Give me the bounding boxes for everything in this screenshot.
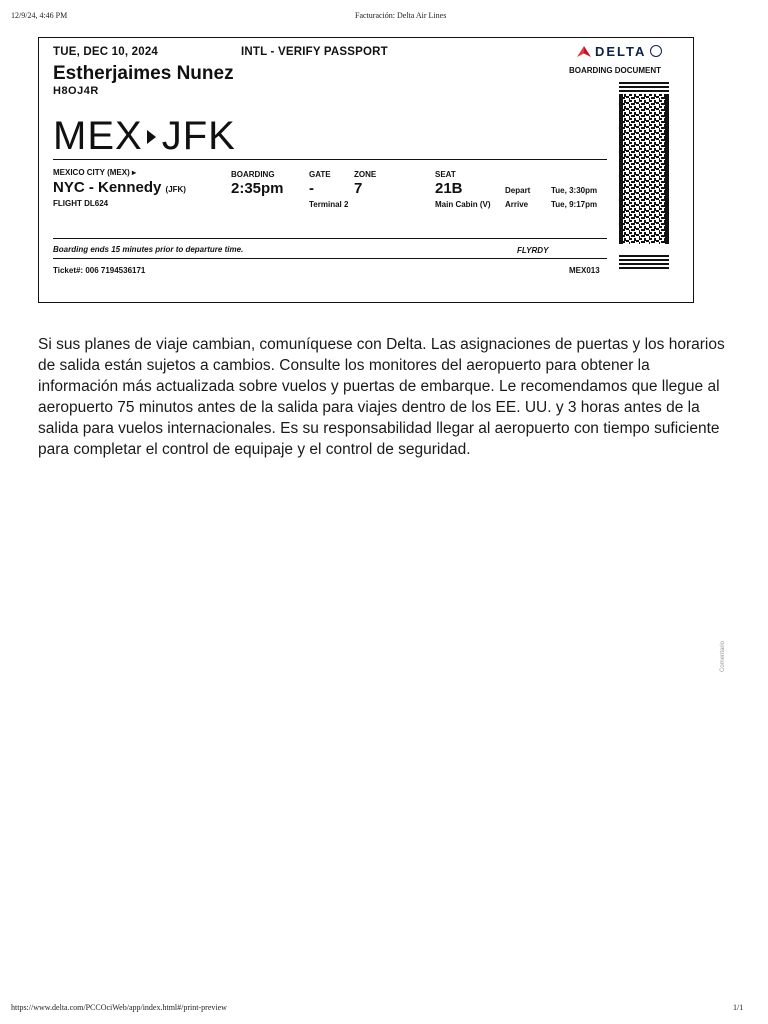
origin-city: MEXICO CITY (MEX) ▸ — [53, 168, 136, 177]
barcode-pattern — [619, 94, 669, 244]
boarding-note: Boarding ends 15 minutes prior to departure time. — [53, 245, 244, 254]
zone-label: ZONE — [354, 170, 377, 179]
barcode-stripe — [619, 90, 669, 92]
status-code: FLYRDY — [517, 246, 549, 255]
barcode-stripe — [619, 263, 669, 265]
destination-city-code: (JFK) — [165, 185, 186, 194]
destination-code: JFK — [161, 114, 236, 158]
seat-label: SEAT — [435, 170, 456, 179]
intl-notice: INTL - VERIFY PASSPORT — [241, 46, 388, 58]
terminal: Terminal 2 — [309, 200, 349, 209]
boarding-label: BOARDING — [231, 170, 275, 179]
boarding-time: 2:35pm — [231, 180, 284, 197]
delta-widget-icon — [577, 46, 591, 57]
barcode-stripe — [619, 86, 669, 88]
barcode-stripe — [619, 267, 669, 269]
passenger-name: Estherjaimes Nunez — [53, 63, 234, 84]
boarding-pass — [38, 37, 694, 303]
route-arrow-icon — [147, 130, 156, 144]
divider — [53, 159, 607, 160]
barcode-image — [619, 82, 669, 300]
travel-info-paragraph: Si sus planes de viaje cambian, comuníquese con Delta. Las asignaciones de puertas y los horarios de salida están sujetos a cambios. Consulte los monitores del aeropuerto para obtener la información más actualizada sobre vuelos y puertas de embarque. Le recomendamos que llegue al aeropuerto 75 minutos antes de la salida para viajes dentro de los EE. UU. y 3 horas antes de la salida para vuelos internacionales. Es su responsabilidad llegar al aeropuerto con tiempo suficiente para completar el control de equipaje y el control de seguridad. — [38, 336, 725, 458]
divider — [53, 238, 607, 239]
document-type: BOARDING DOCUMENT — [569, 66, 661, 75]
airline-name: DELTA — [595, 43, 647, 59]
seat-value: 21B — [435, 180, 463, 197]
barcode-stripe — [619, 82, 669, 84]
side-comment-label: Comentario — [720, 640, 726, 672]
print-header-title: Facturación: Delta Air Lines — [355, 11, 447, 20]
barcode-stripe — [619, 259, 669, 261]
gate-value: - — [309, 180, 314, 197]
flight-date: TUE, DEC 10, 2024 — [53, 46, 159, 58]
destination-city — [53, 179, 186, 196]
destination-city-name: NYC - Kennedy — [53, 179, 162, 196]
origin-code: MEX — [53, 114, 143, 158]
globe-icon — [650, 45, 662, 57]
cabin-class: Main Cabin (V) — [435, 200, 491, 209]
divider — [53, 258, 607, 259]
station-code: MEX013 — [569, 266, 600, 275]
barcode-stripe — [619, 255, 669, 257]
print-header-datetime: 12/9/24, 4:46 PM — [11, 11, 68, 20]
arrive-time: Tue, 9:17pm — [551, 200, 598, 209]
route — [53, 114, 236, 159]
arrive-label: Arrive — [505, 200, 529, 209]
print-footer-page: 1/1 — [733, 1003, 744, 1012]
flight-number: FLIGHT DL624 — [53, 199, 109, 208]
confirmation-code: H8OJ4R — [53, 85, 99, 97]
delta-logo — [577, 43, 662, 59]
print-footer-url: https://www.delta.com/PCCOciWeb/app/index.html#/print-preview — [11, 1003, 227, 1012]
depart-label: Depart — [505, 186, 531, 195]
ticket-number: Ticket#: 006 7194536171 — [53, 266, 146, 275]
depart-time: Tue, 3:30pm — [551, 186, 598, 195]
gate-label: GATE — [309, 170, 331, 179]
zone-value: 7 — [354, 180, 363, 197]
